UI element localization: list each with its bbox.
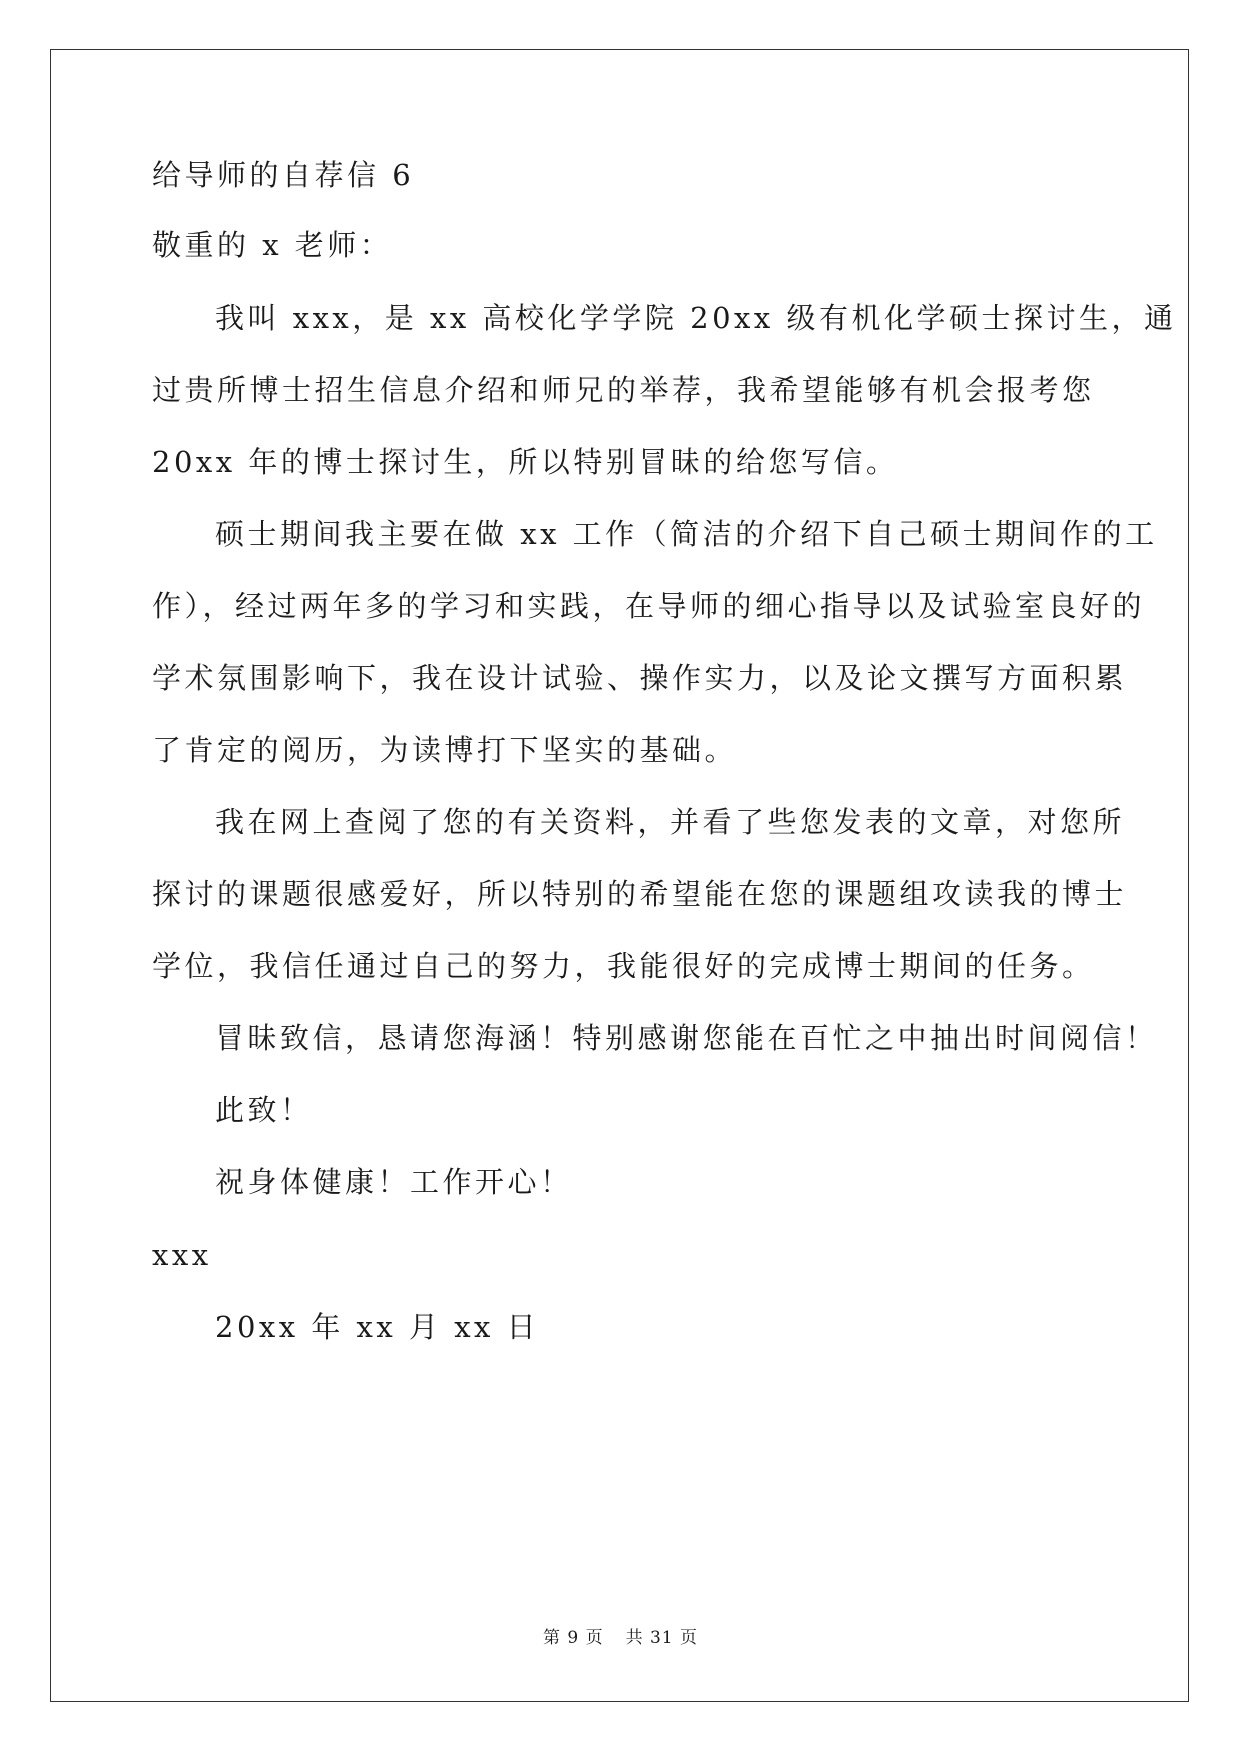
wishes: 祝身体健康！工作开心！ bbox=[215, 1165, 573, 1199]
page-total: 共 31 页 bbox=[625, 1628, 699, 1648]
paragraph-line: 过贵所博士招生信息介绍和师兄的举荐，我希望能够有机会报考您 bbox=[152, 373, 1095, 407]
paragraph-line: 了肯定的阅历，为读博打下坚实的基础。 bbox=[152, 733, 738, 767]
page-number: 第 9 页 bbox=[542, 1628, 604, 1648]
letter-title: 给导师的自荐信 6 bbox=[152, 158, 415, 192]
paragraph-line: 学术氛围影响下，我在设计试验、操作实力，以及论文撰写方面积累 bbox=[152, 661, 1128, 695]
date: 20xx 年 xx 月 xx 日 bbox=[215, 1310, 540, 1344]
signature: xxx bbox=[152, 1238, 212, 1272]
closing-line: 冒昧致信，恳请您海涵！特别感谢您能在百忙之中抽出时间阅信！ bbox=[215, 1021, 1158, 1055]
page-footer bbox=[0, 1626, 1241, 1650]
salutation: 敬重的 x 老师： bbox=[152, 228, 393, 262]
paragraph-line: 探讨的课题很感爱好，所以特别的希望能在您的课题组攻读我的博士 bbox=[152, 877, 1128, 911]
paragraph-line: 我叫 xxx，是 xx 高校化学学院 20xx 级有机化学硕士探讨生，通 bbox=[215, 301, 1177, 335]
regards: 此致！ bbox=[215, 1093, 313, 1127]
paragraph-line: 硕士期间我主要在做 xx 工作（简洁的介绍下自己硕士期间作的工 bbox=[215, 517, 1158, 551]
paragraph-line: 20xx 年的博士探讨生，所以特别冒昧的给您写信。 bbox=[152, 445, 899, 479]
paragraph-line: 学位，我信任通过自己的努力，我能很好的完成博士期间的任务。 bbox=[152, 949, 1095, 983]
paragraph-line: 作），经过两年多的学习和实践，在导师的细心指导以及试验室良好的 bbox=[152, 589, 1146, 623]
paragraph-line: 我在网上查阅了您的有关资料，并看了些您发表的文章，对您所 bbox=[215, 805, 1126, 839]
